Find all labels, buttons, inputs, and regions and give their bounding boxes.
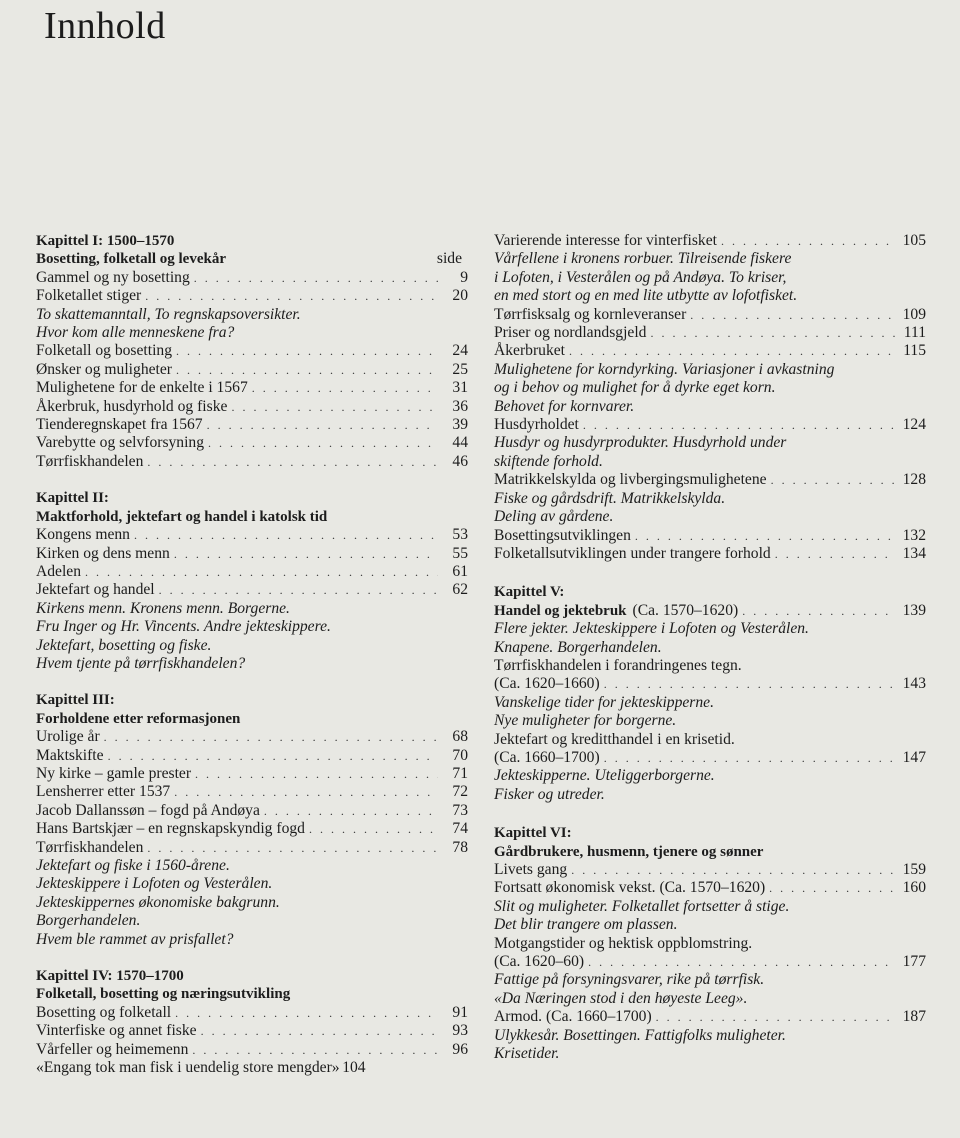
page-number: 9: [460, 268, 468, 286]
entry-title: Livets gang: [494, 861, 568, 878]
entry-title: Åkerbruket: [494, 342, 566, 360]
leader-dots: [108, 747, 438, 765]
chapter-heading: Kapittel III:: [36, 692, 115, 709]
entry-title: Bosettingsutviklingen: [494, 526, 631, 544]
entry-description: Deling av gårdene.: [494, 508, 614, 526]
leader-dots: [771, 471, 896, 489]
entry-description: Kirkens menn. Kronens menn. Borgerne.: [36, 599, 290, 617]
page-number: 160: [902, 879, 926, 897]
entry-description: Fattige på forsyningsvarer, rike på tørrfisk.: [494, 971, 765, 989]
entry-description: Ulykkesår. Bosettingen. Fattigfolks muligheter.: [494, 1026, 786, 1044]
entry-title: «Engang tok man fisk i uendelig store mengder»: [36, 1059, 340, 1077]
chapter-heading: Kapittel IV: 1570–1700: [36, 968, 184, 985]
entry-description: Husdyr og husdyrprodukter. Husdyrhold under: [494, 434, 787, 452]
leader-dots: [231, 398, 438, 416]
toc-entry[interactable]: [494, 749, 926, 767]
leader-dots: [174, 545, 438, 563]
entry-description: Jekteskippere i Lofoten og Vesterålen.: [36, 875, 273, 893]
leader-dots: [604, 675, 896, 693]
page-number: 104: [342, 1059, 366, 1077]
toc-entry[interactable]: [36, 398, 468, 416]
entry-description: Slit og muligheter. Folketallet fortsetter å stige.: [494, 897, 790, 915]
chapter-5: [494, 583, 926, 804]
page-number: 187: [902, 1008, 926, 1026]
toc-entry[interactable]: [36, 416, 468, 434]
entry-title: Priser og nordlandsgjeld: [494, 324, 647, 342]
entry-description: skiftende forhold.: [494, 452, 603, 470]
leader-dots: [176, 361, 438, 379]
entry-description: Behovet for kornvarer.: [494, 397, 635, 415]
entry-description: Jektefart, bosetting og fiske.: [36, 636, 212, 654]
entry-title: (Ca. 1660–1700): [494, 748, 600, 766]
leader-dots: [174, 783, 438, 801]
chapter-subtitle-row: [36, 250, 468, 268]
leader-dots: [690, 306, 896, 324]
entry-title: Tørrfiskhandelen i forandringenes tegn.: [494, 656, 742, 674]
toc-entry[interactable]: [36, 453, 468, 471]
page-number: 46: [452, 452, 468, 470]
entry-title: Varebytte og selvforsyning: [36, 434, 205, 452]
page-number: 78: [452, 838, 468, 856]
toc-entry[interactable]: [36, 783, 468, 801]
entry-title: Kongens menn: [36, 526, 130, 544]
entry-description: Jekteskipperne. Uteliggerborgerne.: [494, 767, 715, 785]
toc-entry[interactable]: [36, 1041, 468, 1059]
entry-title: Armod. (Ca. 1660–1700): [494, 1008, 652, 1026]
entry-title: Jacob Dallanssøn – fogd på Andøya: [36, 801, 260, 819]
toc-entry[interactable]: [494, 1008, 926, 1026]
chapter-heading: Kapittel I: 1500–1570: [36, 233, 175, 249]
toc-entry[interactable]: [36, 728, 468, 746]
leader-dots: [145, 287, 438, 305]
page-number: 73: [452, 801, 468, 819]
entry-title: Maktskifte: [36, 746, 104, 764]
entry-description: Fiske og gårdsdrift. Matrikkelskylda.: [494, 489, 726, 507]
chapter-subtitle: Forholdene etter reformasjonen: [36, 710, 241, 727]
page-number: 177: [902, 953, 926, 971]
entry-description: og i behov og mulighet for å dyrke eget korn.: [494, 379, 776, 397]
entry-description: Nye muligheter for borgerne.: [494, 712, 677, 730]
entry-description: Mulighetene for korndyrking. Variasjoner i avkastning: [494, 360, 835, 378]
toc-entry[interactable]: [494, 342, 926, 360]
leader-dots: [85, 563, 438, 581]
leader-dots: [159, 581, 438, 599]
entry-description: Knapene. Borgerhandelen.: [494, 638, 662, 656]
entry-description: To skattemanntall, To regnskapsoversikter.: [36, 305, 301, 323]
leader-dots: [769, 879, 896, 897]
entry-title: Varierende interesse for vinterfisket: [494, 232, 717, 249]
page-number: 143: [902, 675, 926, 693]
leader-dots: [656, 1008, 896, 1026]
entry-description: i Lofoten, i Vesterålen og på Andøya. To kriser,: [494, 268, 787, 286]
entry-title: Vårfeller og heimemenn: [36, 1040, 189, 1058]
leader-dots: [147, 839, 438, 857]
entry-description: Vårfellene i kronens rorbuer. Tilreisende fiskere: [494, 250, 792, 268]
entry-title: Handel og jektebruk: [494, 602, 627, 619]
entry-title: (Ca. 1620–60): [494, 953, 585, 971]
toc-entry[interactable]: [36, 765, 468, 783]
entry-title: Tienderegnskapet fra 1567: [36, 416, 203, 434]
page-number: 147: [902, 748, 926, 766]
leader-dots: [604, 749, 896, 767]
toc-entry[interactable]: [36, 545, 468, 563]
leader-dots: [194, 269, 438, 287]
leader-dots: [195, 765, 438, 783]
leader-dots: [264, 802, 438, 820]
entry-title: Tørrfiskhandelen: [36, 452, 144, 470]
page-number: 91: [452, 1003, 468, 1021]
entry-title: Hans Bartskjær – en regnskapskyndig fogd: [36, 820, 305, 838]
entry-title: Folketallet stiger: [36, 287, 142, 305]
leader-dots: [175, 1004, 438, 1022]
toc-entry[interactable]: [494, 861, 926, 879]
toc-entry[interactable]: [36, 287, 468, 305]
toc-entry[interactable]: [36, 526, 468, 544]
leader-dots: [252, 379, 438, 397]
entry-title: Tørrfisksalg og kornleveranser: [494, 305, 687, 323]
leader-dots: [775, 545, 896, 563]
toc-entry[interactable]: [494, 324, 926, 342]
page-number: 24: [452, 342, 468, 360]
page-number: 128: [902, 471, 926, 489]
leader-dots: [208, 434, 438, 452]
entry-description: Fisker og utreder.: [494, 785, 605, 803]
page-number: 31: [452, 379, 468, 397]
leader-dots: [104, 728, 438, 746]
page-number: 25: [452, 360, 468, 378]
toc-entry[interactable]: [36, 361, 468, 379]
toc-entry[interactable]: [494, 675, 926, 693]
leader-dots: [583, 416, 896, 434]
entry-title: Urolige år: [36, 728, 100, 746]
toc-entry[interactable]: [494, 527, 926, 545]
entry-title: Jektefart og handel: [36, 581, 155, 599]
page-number: 44: [452, 434, 468, 452]
page-number: 68: [452, 728, 468, 746]
entry-title: Matrikkelskylda og livbergingsmulighetene: [494, 471, 767, 489]
entry-description: «Da Næringen stod i den høyeste Leeg».: [494, 989, 748, 1007]
entry-title: Lensherrer etter 1537: [36, 783, 171, 801]
chapter-6: [494, 824, 926, 1063]
leader-dots: [147, 453, 438, 471]
leader-dots: [201, 1022, 438, 1040]
toc-entry[interactable]: [494, 232, 926, 250]
toc-entry[interactable]: [36, 563, 468, 581]
entry-title: Motgangstider og hektisk oppblomstring.: [494, 934, 753, 952]
page-number: 96: [452, 1040, 468, 1058]
page-number: 132: [902, 526, 926, 544]
toc-entry[interactable]: [36, 581, 468, 599]
page-number: 61: [452, 562, 468, 580]
toc-entry[interactable]: [494, 416, 926, 434]
toc-entry[interactable]: [36, 1022, 468, 1040]
entry-period: (Ca. 1570–1620): [632, 601, 739, 619]
entry-description: Det blir trangere om plassen.: [494, 916, 678, 934]
entry-title: Vinterfiske og annet fiske: [36, 1022, 197, 1040]
entry-title: Fortsatt økonomisk vekst. (Ca. 1570–1620): [494, 879, 766, 897]
entry-description: Krisetider.: [494, 1045, 560, 1063]
entry-title: Folketallsutviklingen under trangere forhold: [494, 544, 771, 562]
leader-dots: [176, 342, 438, 360]
chapter-heading: Kapittel VI:: [494, 825, 572, 842]
page-number: 93: [452, 1022, 468, 1040]
page-number: 62: [452, 581, 468, 599]
toc-entry[interactable]: [36, 379, 468, 397]
chapter-subtitle: Maktforhold, jektefart og handel i katolsk tid: [36, 508, 328, 525]
page-number: 124: [902, 416, 926, 434]
entry-description: en med stort og en med lite utbytte av lofotfisket.: [494, 287, 798, 305]
entry-description: Flere jekter. Jekteskippere i Lofoten og Vesterålen.: [494, 620, 809, 638]
entry-description: Jekteskippernes økonomiske bakgrunn.: [36, 893, 280, 911]
toc-entry[interactable]: [494, 953, 926, 971]
entry-description: Hvor kom alle menneskene fra?: [36, 324, 235, 342]
entry-title: Jektefart og kreditthandel i en krisetid.: [494, 730, 735, 748]
chapter-subtitle: Gårdbrukere, husmenn, tjenere og sønner: [494, 843, 764, 860]
page-number: 134: [902, 544, 926, 562]
entry-title: Kirken og dens menn: [36, 544, 170, 562]
toc-entry[interactable]: [494, 471, 926, 489]
right-column: [494, 232, 926, 1063]
entry-description: Vanskelige tider for jekteskipperne.: [494, 693, 714, 711]
leader-dots: [635, 527, 896, 545]
side-label: side: [436, 250, 462, 268]
page-number: 39: [452, 416, 468, 434]
leader-dots: [588, 953, 896, 971]
entry-description: Hvem ble rammet av prisfallet?: [36, 930, 234, 948]
toc-entry[interactable]: [36, 747, 468, 765]
left-column: [36, 232, 468, 1077]
page-title: Innhold: [44, 5, 166, 47]
page-number: 74: [452, 820, 468, 838]
chapter-4: [36, 967, 468, 1077]
entry-title: Bosetting og folketall: [36, 1003, 172, 1021]
entry-title: Folketall og bosetting: [36, 342, 173, 360]
leader-dots: [207, 416, 438, 434]
entry-title: Husdyrholdet: [494, 416, 579, 434]
chapter-1: [36, 232, 468, 471]
page-number: 36: [452, 397, 468, 415]
entry-title: Ønsker og muligheter: [36, 360, 172, 378]
toc-entry[interactable]: [36, 839, 468, 857]
page-number: 159: [902, 861, 926, 878]
toc-entry[interactable]: [494, 879, 926, 897]
leader-dots: [742, 602, 896, 620]
entry-title: Ny kirke – gamle prester: [36, 764, 192, 782]
page-number: 71: [452, 764, 468, 782]
leader-dots: [569, 342, 896, 360]
page-number: 109: [902, 305, 926, 323]
toc-entry[interactable]: [36, 820, 468, 838]
leader-dots: [650, 324, 896, 342]
entry-title: Adelen: [36, 562, 82, 580]
page-number: 111: [903, 324, 926, 342]
entry-title: Tørrfiskhandelen: [36, 838, 144, 856]
chapter-subtitle: Folketall, bosetting og næringsutvikling: [36, 986, 291, 1003]
chapter-heading: Kapittel V:: [494, 584, 565, 601]
toc-entry[interactable]: [494, 545, 926, 563]
page-number: 70: [452, 746, 468, 764]
page-number: 20: [452, 287, 468, 305]
leader-dots: [721, 232, 896, 250]
toc-entry[interactable]: [36, 342, 468, 360]
toc-entry[interactable]: [36, 269, 468, 287]
leader-dots: [192, 1041, 438, 1059]
toc-entry[interactable]: [494, 602, 926, 620]
entry-description: Jektefart og fiske i 1560-årene.: [36, 857, 230, 874]
entry-title: Åkerbruk, husdyrhold og fiske: [36, 397, 228, 415]
entry-title: (Ca. 1620–1660): [494, 675, 600, 693]
chapter-heading: Kapittel II:: [36, 490, 109, 507]
entry-title: Mulighetene for de enkelte i 1567: [36, 379, 248, 397]
page-number: 105: [902, 232, 926, 249]
page-number: 72: [452, 783, 468, 801]
toc-entry[interactable]: [36, 434, 468, 452]
leader-dots: [134, 526, 438, 544]
toc-entry[interactable]: [36, 802, 468, 820]
entry-title: Gammel og ny bosetting: [36, 268, 190, 286]
entry-description: Hvem tjente på tørrfiskhandelen?: [36, 654, 246, 672]
chapter-2: [36, 489, 468, 673]
chapter-3: [36, 691, 468, 949]
page-number: 139: [902, 601, 926, 619]
leader-dots: [309, 820, 438, 838]
entry-description: Fru Inger og Hr. Vincents. Andre jekteskippere.: [36, 618, 331, 636]
page-number: 115: [903, 342, 926, 360]
chapter-subtitle: Bosetting, folketall og levekår: [36, 251, 226, 268]
toc-entry[interactable]: [36, 1004, 468, 1022]
toc-entry[interactable]: [36, 1059, 468, 1077]
entry-description: Borgerhandelen.: [36, 912, 141, 930]
toc-entry[interactable]: [494, 306, 926, 324]
page-number: 53: [452, 526, 468, 544]
page-number: 55: [452, 544, 468, 562]
leader-dots: [571, 861, 896, 879]
